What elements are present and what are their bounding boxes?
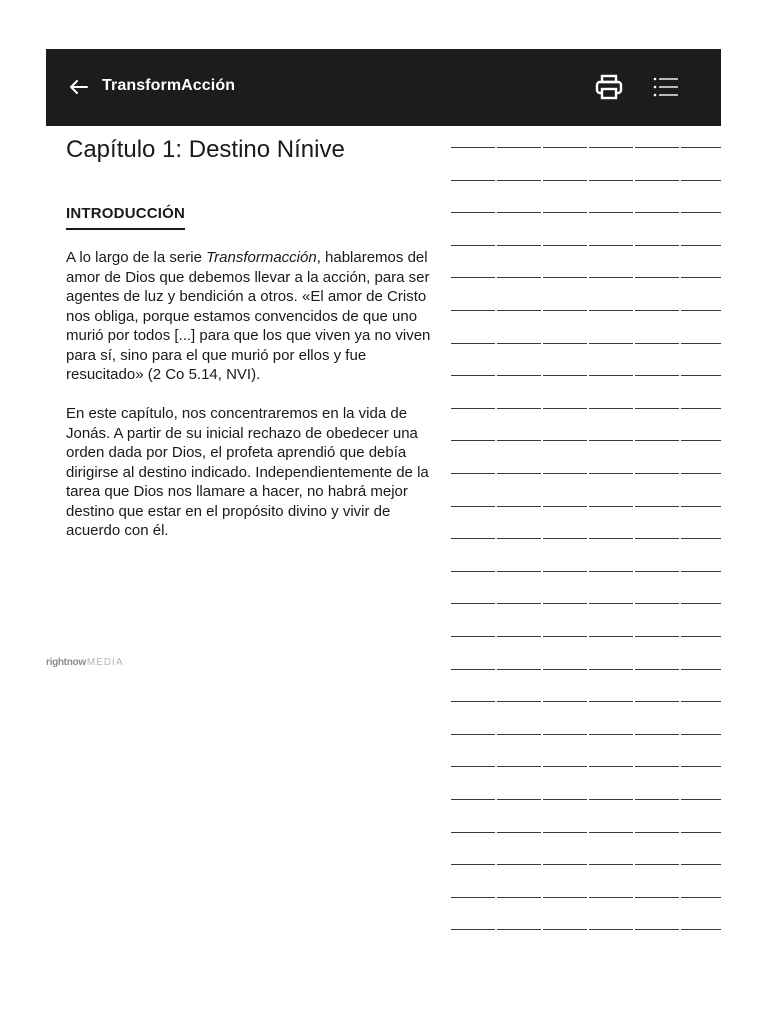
note-line xyxy=(451,701,721,702)
intro-text xyxy=(66,248,434,560)
chapter-title: Capítulo 1: Destino Nínive xyxy=(66,136,345,163)
note-line xyxy=(451,375,721,376)
note-line xyxy=(451,440,721,441)
logo-brand: rightnow xyxy=(46,657,86,668)
back-button[interactable] xyxy=(66,75,90,99)
list-menu-button[interactable] xyxy=(653,75,679,99)
note-line xyxy=(451,212,721,213)
note-line xyxy=(451,408,721,409)
note-line xyxy=(451,864,721,865)
note-line xyxy=(451,343,721,344)
note-line xyxy=(451,669,721,670)
note-line xyxy=(451,506,721,507)
app-header xyxy=(46,49,721,126)
note-line xyxy=(451,897,721,898)
paragraph-2: En este capítulo, nos concentraremos en la vida de Jonás. A partir de su inicial rechazo de obedecer una orden dada por Dios, el profeta aprendió que debía dirigirse al destino indicado. Independientemente de la tarea que Dios nos llamare a hacer, no habrá mejor destino que estar en el propósito divino y vivir de acuerdo con él. xyxy=(66,405,429,539)
arrow-left-icon xyxy=(68,79,88,95)
note-line xyxy=(451,277,721,278)
note-line xyxy=(451,734,721,735)
paragraph-1-rest: , hablaremos del amor de Dios que debemos llevar a la acción, para ser agentes de luz y bendición a otros. «El amor de Cristo nos obliga, porque estamos convencidos de que uno murió por todos [...] para que los que viven ya no viven para sí, sino para el que murió por ellos y fue resucitado» (2 Co 5.14, NVI). xyxy=(66,249,431,383)
paragraph-1 xyxy=(66,248,434,385)
app-title: TransformAcción xyxy=(102,77,236,94)
note-line xyxy=(451,571,721,572)
rightnow-media-logo xyxy=(46,657,123,668)
note-line xyxy=(451,766,721,767)
note-line xyxy=(451,147,721,148)
series-name: Transformacción xyxy=(206,249,317,266)
note-line xyxy=(451,799,721,800)
logo-sub: MEDIA xyxy=(86,657,124,668)
note-line xyxy=(451,538,721,539)
list-menu-icon xyxy=(653,75,679,99)
print-button[interactable] xyxy=(595,74,623,100)
note-line xyxy=(451,245,721,246)
section-heading: INTRODUCCIÓN xyxy=(66,205,185,230)
paragraph-1-start: A lo largo de la serie xyxy=(66,249,207,266)
note-line xyxy=(451,636,721,637)
note-line xyxy=(451,473,721,474)
note-line xyxy=(451,603,721,604)
printer-icon xyxy=(595,74,623,100)
note-line xyxy=(451,310,721,311)
note-line xyxy=(451,929,721,930)
note-line xyxy=(451,832,721,833)
note-line xyxy=(451,180,721,181)
